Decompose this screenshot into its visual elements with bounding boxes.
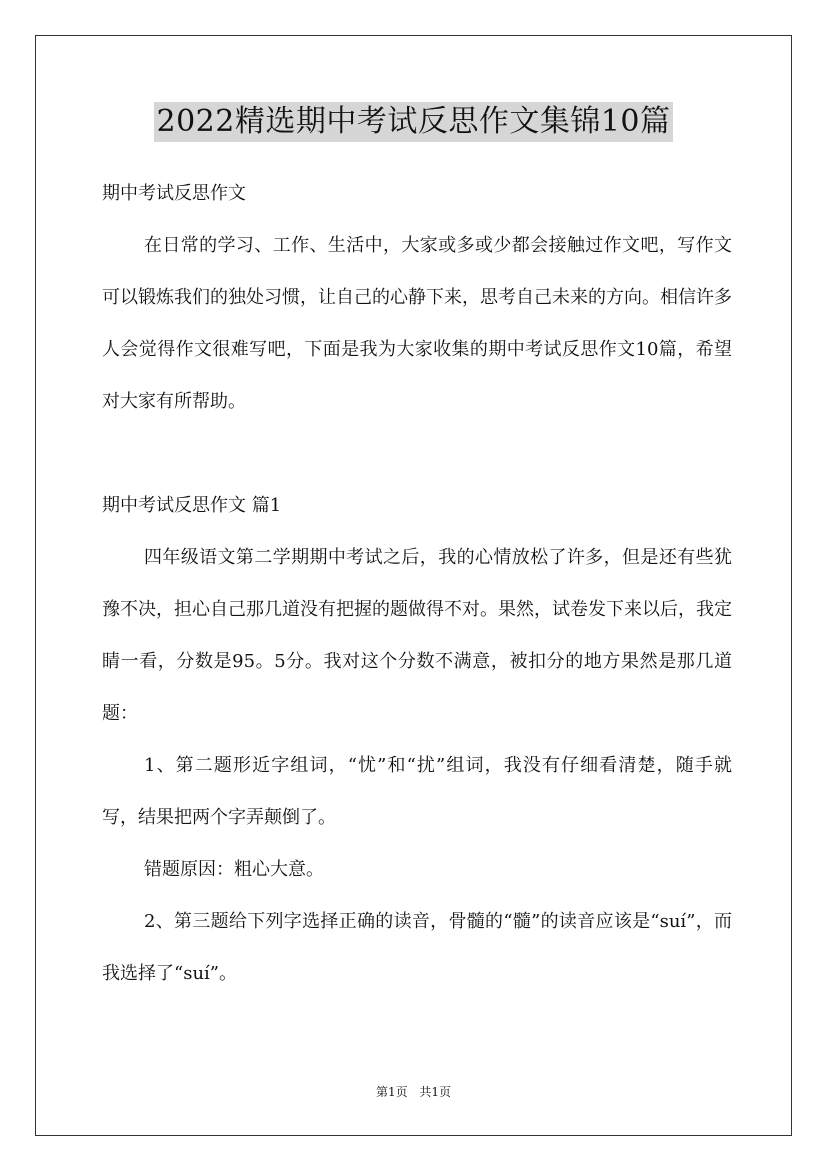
page-footer: [0, 1083, 827, 1100]
paragraph-gap: [102, 428, 732, 480]
page-total: 共1页: [419, 1085, 452, 1099]
body-paragraph: 在日常的学习、工作、生活中，大家或多或少都会接触过作文吧，写作文可以锻炼我们的独处习惯，让自己的心静下来，思考自己未来的方向。相信许多人会觉得作文很难写吧，下面是我为大家收集的期中考试反思作文10篇，希望对大家有所帮助。: [102, 235, 732, 412]
body-paragraph: 1、第二题形近字组词，“忧”和“扰”组词，我没有仔细看清楚，随手就写，结果把两个字弄颠倒了。: [102, 755, 732, 828]
section-heading: 期中考试反思作文 篇1: [102, 495, 282, 516]
title-wrap: [0, 102, 827, 142]
document-body: [102, 168, 732, 1000]
body-paragraph: 四年级语文第二学期期中考试之后，我的心情放松了许多，但是还有些犹豫不决，担心自己那几道没有把握的题做得不对。果然，试卷发下来以后，我定睛一看，分数是95。5分。我对这个分数不满意，被扣分的地方果然是那几道题：: [102, 547, 732, 724]
page-number: 第1页: [375, 1085, 408, 1099]
body-paragraph: 2、第三题给下列字选择正确的读音，骨髓的“髓”的读音应该是“suí”，而我选择了“suí”。: [102, 911, 732, 984]
section-heading: 期中考试反思作文: [102, 183, 246, 204]
body-paragraph: 错题原因：粗心大意。: [144, 859, 324, 880]
document-title: 2022精选期中考试反思作文集锦10篇: [154, 102, 672, 142]
